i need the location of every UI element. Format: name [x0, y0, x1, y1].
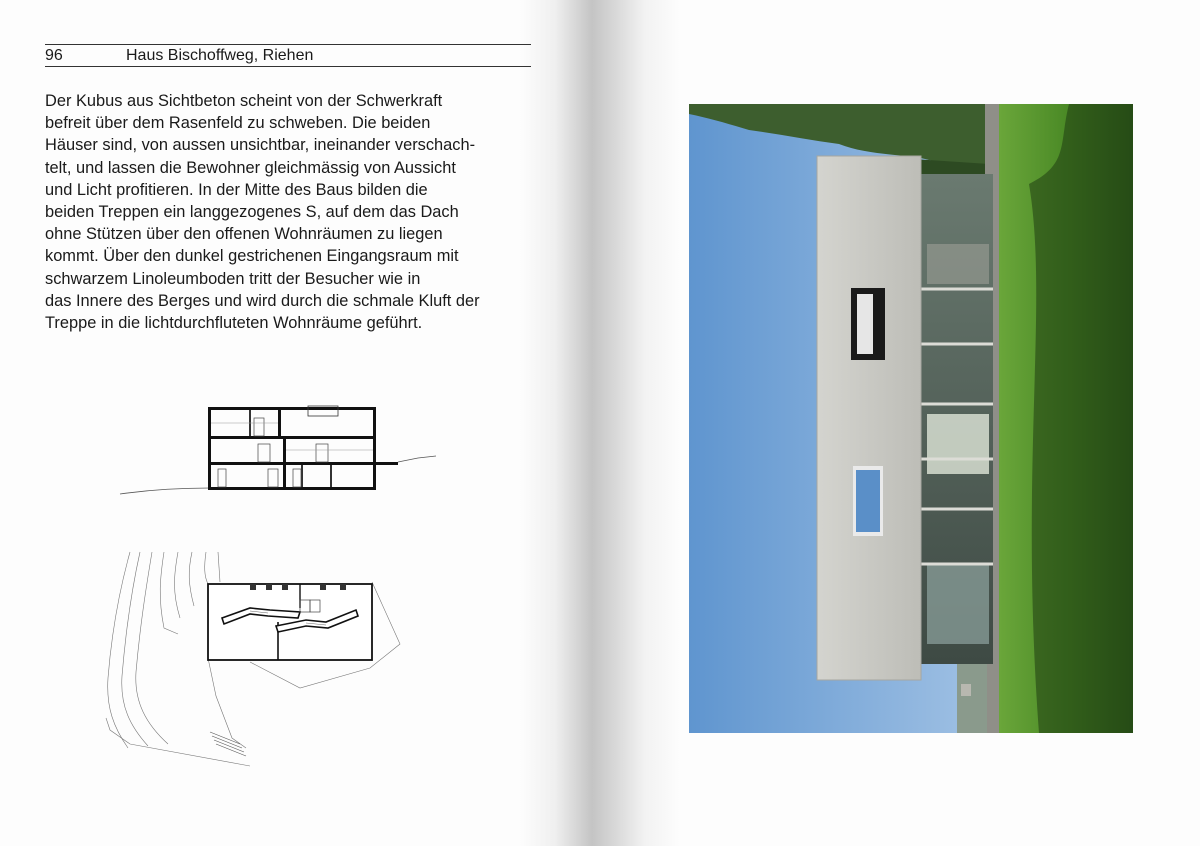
body-line: Treppe in die lichtdurchfluteten Wohnräume geführt. — [45, 314, 423, 333]
header-rule-top — [45, 44, 531, 45]
body-line: Der Kubus aus Sichtbeton scheint von der Schwerkraft — [45, 92, 443, 110]
header-rule-bottom — [45, 66, 531, 67]
body-line: kommt. Über den dunkel gestrichenen Eingangsraum mit — [45, 247, 459, 266]
section-drawing — [118, 398, 440, 498]
body-line: beiden Treppen ein langgezogenes S, auf dem das Dach — [45, 203, 459, 222]
body-paragraph — [45, 90, 535, 334]
page-number: 96 — [45, 47, 63, 64]
plan-drawing — [100, 548, 410, 770]
running-title: Haus Bischoffweg, Riehen — [126, 47, 314, 64]
body-line: und Licht profitieren. In der Mitte des Baus bilden die — [45, 180, 428, 199]
body-line: Häuser sind, von aussen unsichtbar, ineinander verschach- — [45, 136, 476, 155]
body-line: befreit über dem Rasenfeld zu schweben. Die beiden — [45, 114, 431, 133]
body-line: ohne Stützen über den offenen Wohnräumen zu liegen — [45, 225, 443, 244]
book-gutter-shadow — [520, 0, 680, 846]
house-photo — [689, 104, 1133, 733]
body-line: das Innere des Berges und wird durch die schmale Kluft der — [45, 291, 480, 310]
body-line: schwarzem Linoleumboden tritt der Besucher wie in — [45, 269, 421, 288]
body-line: telt, und lassen die Bewohner gleichmässig von Aussicht — [45, 158, 456, 177]
